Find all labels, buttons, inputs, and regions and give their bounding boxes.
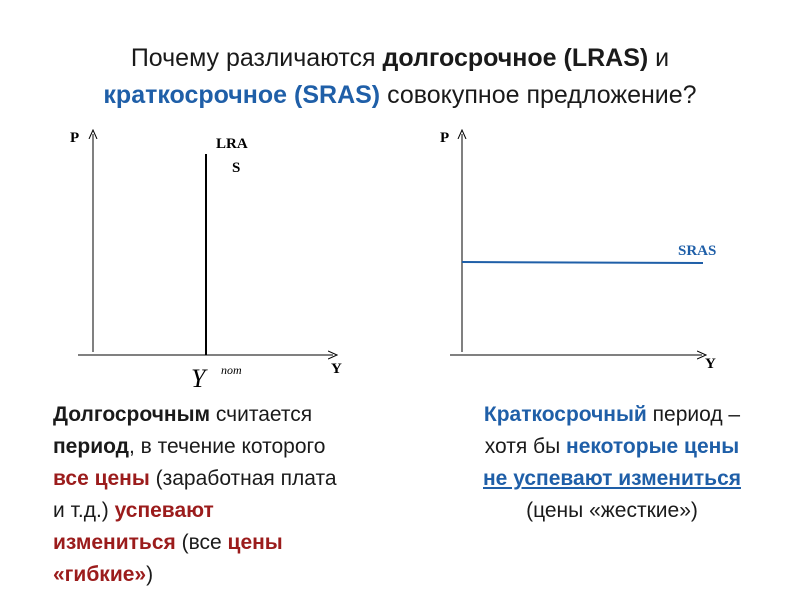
flexible-highlight: «гибкие»	[53, 563, 147, 586]
title-text: Почему различаются	[130, 44, 383, 72]
lras-desc-text: считается	[210, 403, 313, 426]
sras-desc-text: (цены «жесткие»)	[526, 499, 698, 522]
not-change-highlight: не успевают измениться	[483, 467, 741, 490]
lras-desc-text: (заработная плата	[149, 467, 337, 490]
lras-curve-label-line1: LRA	[216, 136, 248, 152]
prices-highlight: цены	[227, 531, 283, 554]
title-text: и	[648, 44, 670, 72]
sras-y-axis-label: P	[440, 130, 450, 146]
title-text: совокупное предложение?	[380, 81, 697, 109]
lras-x-axis-label: Y	[331, 361, 342, 377]
change-highlight: измениться	[53, 531, 176, 554]
period-term: период	[53, 435, 129, 458]
lras-term: Долгосрочным	[53, 403, 211, 426]
lras-description	[53, 399, 383, 591]
ynom-tick-label: Y	[191, 364, 206, 393]
sras-x-axis-label: Y	[705, 356, 716, 372]
lras-y-axis-label: P	[70, 130, 80, 146]
some-prices-highlight: некоторые цены	[566, 435, 740, 458]
manage-highlight: успевают	[114, 499, 214, 522]
sras-curve	[462, 262, 703, 263]
all-prices-highlight: все цены	[53, 467, 150, 490]
lras-desc-text: , в течение которого	[128, 435, 326, 458]
lras-desc-text: )	[146, 563, 154, 586]
sras-description	[452, 399, 772, 527]
sras-term: Краткосрочный	[483, 403, 647, 426]
sras-curve-label: SRAS	[678, 243, 717, 259]
ynom-tick-superscript: nom	[221, 363, 242, 377]
lras-curve-label-line2: S	[232, 160, 241, 176]
title-lras-term: долгосрочное (LRAS)	[382, 44, 649, 72]
title-sras-term: краткосрочное (SRAS)	[103, 81, 381, 109]
sras-desc-text: хотя бы	[484, 435, 567, 458]
lras-desc-text: (все	[175, 531, 228, 554]
lras-desc-text: и т.д.)	[53, 499, 115, 522]
sras-desc-text: период –	[646, 403, 741, 426]
